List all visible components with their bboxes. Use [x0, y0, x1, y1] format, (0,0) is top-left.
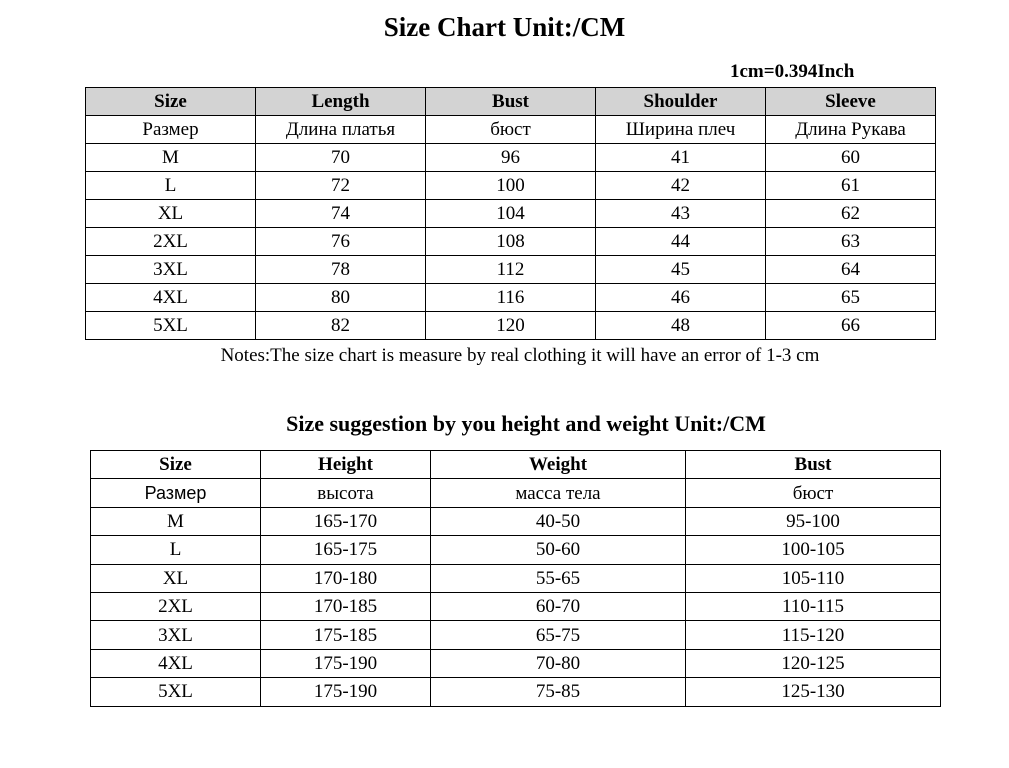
- size-suggestion-table: [90, 450, 941, 707]
- cell-bust: 96: [426, 144, 596, 172]
- cell-size: 3XL: [86, 256, 256, 284]
- header-ru-height: высота: [261, 479, 431, 507]
- cell-shoulder: 46: [596, 284, 766, 312]
- table-row: [86, 200, 936, 228]
- cell-length: 82: [256, 312, 426, 340]
- cell-size: 5XL: [86, 312, 256, 340]
- cell-weight: 65-75: [431, 621, 686, 649]
- cell-weight: 50-60: [431, 536, 686, 564]
- cell-bust: 116: [426, 284, 596, 312]
- header-ru-bust: бюст: [426, 116, 596, 144]
- cell-size: XL: [86, 200, 256, 228]
- header-sleeve: Sleeve: [766, 88, 936, 116]
- table-row: [86, 144, 936, 172]
- header-ru-shoulder: Ширина плеч: [596, 116, 766, 144]
- cell-shoulder: 44: [596, 228, 766, 256]
- unit-conversion-label: 1cm=0.394Inch: [730, 61, 855, 82]
- header-row: [86, 88, 936, 116]
- cell-bust: 120: [426, 312, 596, 340]
- cell-height: 175-190: [261, 678, 431, 706]
- table-row: [91, 621, 941, 649]
- cell-shoulder: 42: [596, 172, 766, 200]
- size-suggestion-title: Size suggestion by you height and weight Unit:/CM: [286, 411, 766, 436]
- cell-height: 175-185: [261, 621, 431, 649]
- cell-sleeve: 66: [766, 312, 936, 340]
- header-ru-length: Длина платья: [256, 116, 426, 144]
- cell-bust: 115-120: [686, 621, 941, 649]
- cell-length: 76: [256, 228, 426, 256]
- cell-bust: 125-130: [686, 678, 941, 706]
- header-shoulder: Shoulder: [596, 88, 766, 116]
- table-row: [86, 172, 936, 200]
- header-ru-size: Размер: [86, 116, 256, 144]
- cell-height: 175-190: [261, 649, 431, 677]
- cell-shoulder: 45: [596, 256, 766, 284]
- header-ru-sleeve: Длина Рукава: [766, 116, 936, 144]
- header-row-russian: [86, 116, 936, 144]
- cell-weight: 75-85: [431, 678, 686, 706]
- cell-bust: 110-115: [686, 592, 941, 620]
- measurement-note: Notes:The size chart is measure by real clothing it will have an error of 1-3 cm: [220, 345, 820, 366]
- cell-length: 80: [256, 284, 426, 312]
- cell-size: L: [86, 172, 256, 200]
- cell-sleeve: 63: [766, 228, 936, 256]
- cell-size: 4XL: [91, 649, 261, 677]
- table-row: [86, 284, 936, 312]
- cell-length: 70: [256, 144, 426, 172]
- header-row-russian: [91, 479, 941, 507]
- header-bust: Bust: [426, 88, 596, 116]
- cell-bust: 100-105: [686, 536, 941, 564]
- cell-sleeve: 64: [766, 256, 936, 284]
- header-ru-bust: бюст: [686, 479, 941, 507]
- cell-shoulder: 48: [596, 312, 766, 340]
- header-row: [91, 451, 941, 479]
- cell-weight: 40-50: [431, 507, 686, 535]
- cell-shoulder: 43: [596, 200, 766, 228]
- table-row: [91, 564, 941, 592]
- cell-size: L: [91, 536, 261, 564]
- cell-sleeve: 62: [766, 200, 936, 228]
- cell-shoulder: 41: [596, 144, 766, 172]
- cell-length: 78: [256, 256, 426, 284]
- table-row: [91, 536, 941, 564]
- cell-weight: 70-80: [431, 649, 686, 677]
- cell-bust: 120-125: [686, 649, 941, 677]
- cell-weight: 55-65: [431, 564, 686, 592]
- cell-length: 74: [256, 200, 426, 228]
- header-weight: Weight: [431, 451, 686, 479]
- header-length: Length: [256, 88, 426, 116]
- header-height: Height: [261, 451, 431, 479]
- cell-size: M: [86, 144, 256, 172]
- header-size: Size: [91, 451, 261, 479]
- cell-height: 165-175: [261, 536, 431, 564]
- table-row: [86, 312, 936, 340]
- table-row: [86, 256, 936, 284]
- cell-sleeve: 65: [766, 284, 936, 312]
- size-chart-title: Size Chart Unit:/CM: [383, 12, 626, 42]
- cell-bust: 104: [426, 200, 596, 228]
- table-row: [91, 678, 941, 706]
- cell-sleeve: 61: [766, 172, 936, 200]
- cell-weight: 60-70: [431, 592, 686, 620]
- cell-bust: 105-110: [686, 564, 941, 592]
- cell-size: 2XL: [86, 228, 256, 256]
- cell-bust: 108: [426, 228, 596, 256]
- cell-bust: 112: [426, 256, 596, 284]
- cell-height: 165-170: [261, 507, 431, 535]
- table-row: [91, 507, 941, 535]
- header-size: Size: [86, 88, 256, 116]
- cell-height: 170-180: [261, 564, 431, 592]
- cell-size: XL: [91, 564, 261, 592]
- cell-size: M: [91, 507, 261, 535]
- cell-size: 3XL: [91, 621, 261, 649]
- cell-size: 4XL: [86, 284, 256, 312]
- cell-sleeve: 60: [766, 144, 936, 172]
- cell-size: 2XL: [91, 592, 261, 620]
- table-row: [91, 592, 941, 620]
- header-ru-size: Размер: [91, 479, 261, 507]
- header-ru-weight: масса тела: [431, 479, 686, 507]
- table-row: [86, 228, 936, 256]
- table-row: [91, 649, 941, 677]
- cell-length: 72: [256, 172, 426, 200]
- header-bust: Bust: [686, 451, 941, 479]
- size-chart-table: [85, 87, 936, 340]
- cell-height: 170-185: [261, 592, 431, 620]
- cell-bust: 100: [426, 172, 596, 200]
- cell-bust: 95-100: [686, 507, 941, 535]
- cell-size: 5XL: [91, 678, 261, 706]
